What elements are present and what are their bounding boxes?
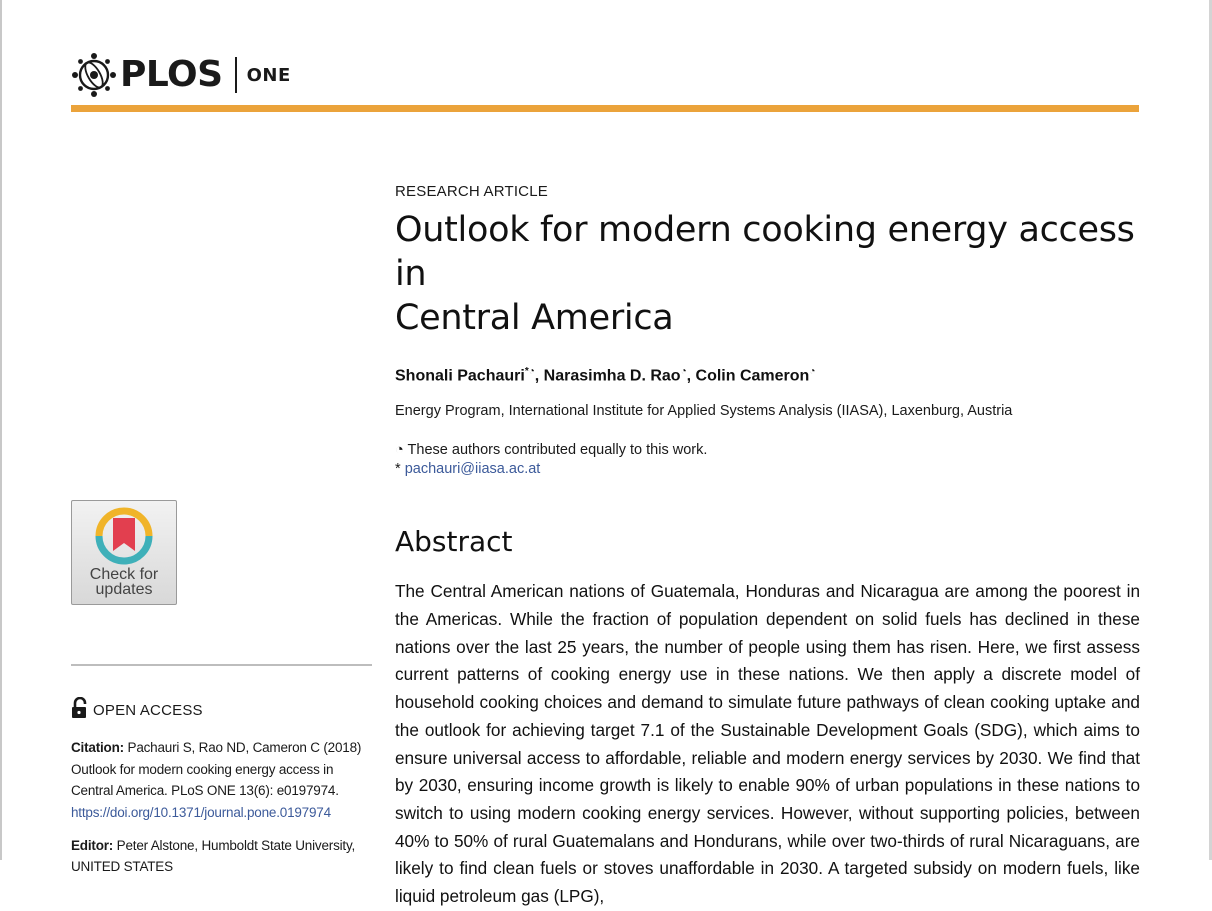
author-list — [395, 366, 1140, 385]
brand-name: PLOS — [120, 54, 223, 95]
author-separator: , — [686, 367, 696, 385]
author-name[interactable]: Colin Cameron — [695, 367, 810, 385]
editor-block — [71, 835, 371, 877]
journal-logo — [70, 50, 291, 100]
check-for-updates-icon — [95, 507, 153, 565]
check-for-updates-button[interactable] — [71, 500, 177, 605]
author-name[interactable]: Shonali Pachauri — [395, 367, 525, 385]
open-lock-icon — [71, 697, 89, 719]
article-title-line1: Outlook for modern cooking energy access in — [395, 210, 1135, 294]
article-main — [395, 183, 1140, 911]
author-separator: , — [534, 367, 544, 385]
citation-label: Citation: — [71, 740, 124, 755]
corresponding-email-link[interactable]: pachauri@iiasa.ac.at — [404, 461, 541, 478]
citation-block — [71, 737, 371, 823]
citation-doi-link[interactable]: https://doi.org/10.1371/journal.pone.0197974 — [71, 804, 331, 820]
citation-text: Pachauri S, Rao ND, Cameron C (2018) Outlook for modern cooking energy access in Central America. PLoS ONE 13(6): e0197974. — [71, 740, 362, 798]
open-access-badge — [71, 697, 203, 719]
author-notes — [395, 441, 1140, 479]
equal-contribution-text: These authors contributed equally to this work. — [407, 442, 708, 459]
editor-text: Peter Alstone, Humboldt State University, UNITED STATES — [71, 838, 356, 874]
equal-contribution-icon: ◔ — [395, 442, 404, 459]
plos-logo-icon — [70, 51, 118, 99]
equal-contribution-note — [395, 441, 1140, 460]
check-for-updates-label — [72, 567, 176, 597]
check-updates-line2: updates — [95, 581, 153, 598]
abstract-heading: Abstract — [395, 525, 513, 559]
header-rule — [71, 105, 1139, 112]
sidebar-divider — [71, 664, 372, 666]
open-access-label: OPEN ACCESS — [93, 702, 203, 719]
page-frame-left — [0, 0, 2, 860]
editor-label: Editor: — [71, 838, 114, 853]
article-title-line2: Central America — [395, 298, 674, 338]
article-title — [395, 208, 1140, 340]
author-marks: *◔ — [524, 366, 535, 377]
check-updates-line1: Check for — [89, 566, 159, 583]
journal-name: ONE — [246, 64, 291, 86]
article-type: RESEARCH ARTICLE — [395, 183, 548, 200]
author-name[interactable]: Narasimha D. Rao — [543, 367, 681, 385]
author-marks: ◔ — [809, 366, 816, 377]
corresponding-marker: * — [395, 461, 401, 478]
corresponding-author-note — [395, 460, 1140, 479]
abstract-text: The Central American nations of Guatemala, Honduras and Nicaragua are among the poorest in the Americas. While the fraction of population dependent on solid fuels has declined in these nations over the last 25 years, the number of people using them has risen. Here, we first assess current patterns of cooking energy use in these nations. We then apply a discrete model of household cooking choices and demand to simulate future pathways of clean cooking uptake and the outlook for achieving target 7.1 of the Sustainable Development Goals (SDG), which aims to ensure universal access to affordable, reliable and modern energy services by 2030. We find that by 2030, ensuring income growth is likely to enable 90% of urban populations in these nations to switch to using modern cooking energy services. However, without supporting policies, between 40% to 50% of rural Guatemalans and Hondurans, while over two-thirds of rural Nicaraguans, are likely to find clean fuels or stoves unaffordable in 2030. A targeted subsidy on modern fuels, like liquid petroleum gas (LPG), — [395, 581, 1140, 907]
author-marks: ◔ — [680, 366, 687, 377]
logo-separator — [235, 57, 237, 93]
affiliation: Energy Program, International Institute for Applied Systems Analysis (IIASA), Laxenburg, Austria — [395, 403, 1013, 420]
